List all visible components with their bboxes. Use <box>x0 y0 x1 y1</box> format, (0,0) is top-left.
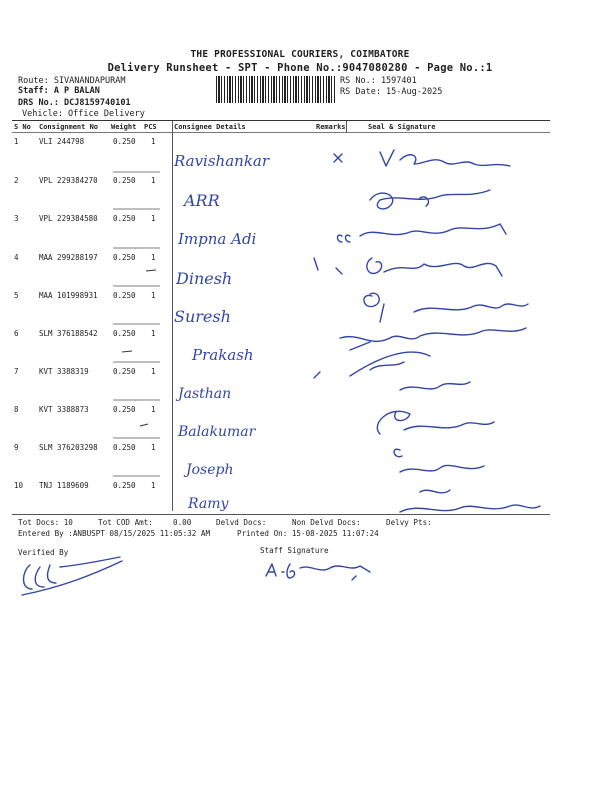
row-sno: 7 <box>14 367 19 376</box>
row-pcs: 1 <box>151 176 156 185</box>
consignee-name: Suresh <box>174 307 231 326</box>
row-weight: 0.250 <box>113 329 136 338</box>
footer-rule <box>12 514 550 515</box>
row-consignment: SLM 376188542 <box>39 329 98 338</box>
consignee-name: ARR <box>184 191 220 210</box>
runsheet-subtitle: Delivery Runsheet - SPT - Phone No.:9047080280 - Page No.:1 <box>107 62 493 74</box>
row-pcs: 1 <box>151 137 156 146</box>
col-header-sno: S No <box>14 123 31 131</box>
consignee-name: Prakash <box>192 346 254 364</box>
row-sno: 9 <box>14 443 19 452</box>
row-pcs: 1 <box>151 291 156 300</box>
consignee-name: Dinesh <box>176 269 233 288</box>
consignee-name: Jasthan <box>178 386 232 402</box>
verified-by-label: Verified By <box>18 548 69 557</box>
row-pcs: 1 <box>151 214 156 223</box>
row-sno: 10 <box>14 481 24 490</box>
row-sno: 3 <box>14 214 19 223</box>
delivery-points: Delvy Pts: <box>386 518 432 527</box>
staff-signature <box>260 556 380 586</box>
staff-signature-label: Staff Signature <box>260 546 329 555</box>
row-consignment: KVT 3388319 <box>39 367 89 376</box>
col-header-consignment: Consignment No <box>39 123 99 131</box>
row-pcs: 1 <box>151 329 156 338</box>
row-pcs: 1 <box>151 481 156 490</box>
row-consignment: MAA 101998931 <box>39 291 98 300</box>
total-cod-label: Tot COD Amt: <box>98 518 153 527</box>
consignee-name: Ravishankar <box>174 152 270 170</box>
consignee-name: Joseph <box>186 462 234 478</box>
row-consignment: VPL 229384580 <box>39 214 98 223</box>
row-sno: 5 <box>14 291 19 300</box>
printed-on: Printed On: 15-08-2025 11:07:24 <box>237 529 379 538</box>
row-weight: 0.250 <box>113 214 136 223</box>
non-delivered-docs: Non Delvd Docs: <box>292 518 361 527</box>
row-pcs: 1 <box>151 253 156 262</box>
row-weight: 0.250 <box>113 481 136 490</box>
rs-number: RS No.: 1597401 <box>340 76 417 86</box>
vehicle-label: Vehicle: Office Delivery <box>22 109 145 119</box>
total-docs: Tot Docs: 10 <box>18 518 73 527</box>
staff-label: Staff: A P BALAN <box>18 86 100 96</box>
handwritten-consignees <box>168 140 318 520</box>
row-consignment: TNJ 1189609 <box>39 481 89 490</box>
row-pcs: 1 <box>151 405 156 414</box>
row-sno: 4 <box>14 253 19 262</box>
row-weight: 0.250 <box>113 137 136 146</box>
row-pcs: 1 <box>151 443 156 452</box>
consignee-name: Balakumar <box>178 424 256 440</box>
total-cod-value: 0.00 <box>173 518 192 527</box>
company-title: THE PROFESSIONAL COURIERS, COIMBATORE <box>190 49 410 60</box>
row-consignment: SLM 376203298 <box>39 443 98 452</box>
col-header-weight: Weight <box>111 123 137 131</box>
row-consignment: VLI 244798 <box>39 137 85 146</box>
drs-number: DRS No.: DCJ8159740101 <box>18 98 131 108</box>
col-header-pcs: PCS <box>144 123 157 131</box>
row-pcs: 1 <box>151 367 156 376</box>
delivered-docs: Delvd Docs: <box>216 518 267 527</box>
handwritten-signatures <box>330 140 560 520</box>
rs-date: RS Date: 15-Aug-2025 <box>340 87 443 97</box>
consignee-name: Ramy <box>188 496 229 512</box>
row-sno: 1 <box>14 137 19 146</box>
row-weight: 0.250 <box>113 253 136 262</box>
row-weight: 0.250 <box>113 367 136 376</box>
route-label: Route: SIVANANDAPURAM <box>18 76 126 86</box>
verifier-signature <box>10 555 140 605</box>
row-sno: 2 <box>14 176 19 185</box>
col-header-consignee: Consignee Details <box>174 123 246 131</box>
col-header-remarks: Remarks <box>316 123 346 131</box>
col-header-seal: Seal & Signature <box>368 123 436 131</box>
remarks-marks <box>300 140 340 520</box>
row-weight: 0.250 <box>113 405 136 414</box>
entered-by: Entered By :ANBUSPT 08/15/2025 11:05:32 AM <box>18 529 211 538</box>
row-sno: 6 <box>14 329 19 338</box>
consignee-name: Impna Adi <box>178 230 257 248</box>
row-consignment: KVT 3388873 <box>39 405 89 414</box>
row-sno: 8 <box>14 405 19 414</box>
row-consignment: VPL 229384270 <box>39 176 98 185</box>
row-weight: 0.250 <box>113 176 136 185</box>
row-consignment: MAA 299288197 <box>39 253 98 262</box>
row-weight: 0.250 <box>113 291 136 300</box>
row-weight: 0.250 <box>113 443 136 452</box>
